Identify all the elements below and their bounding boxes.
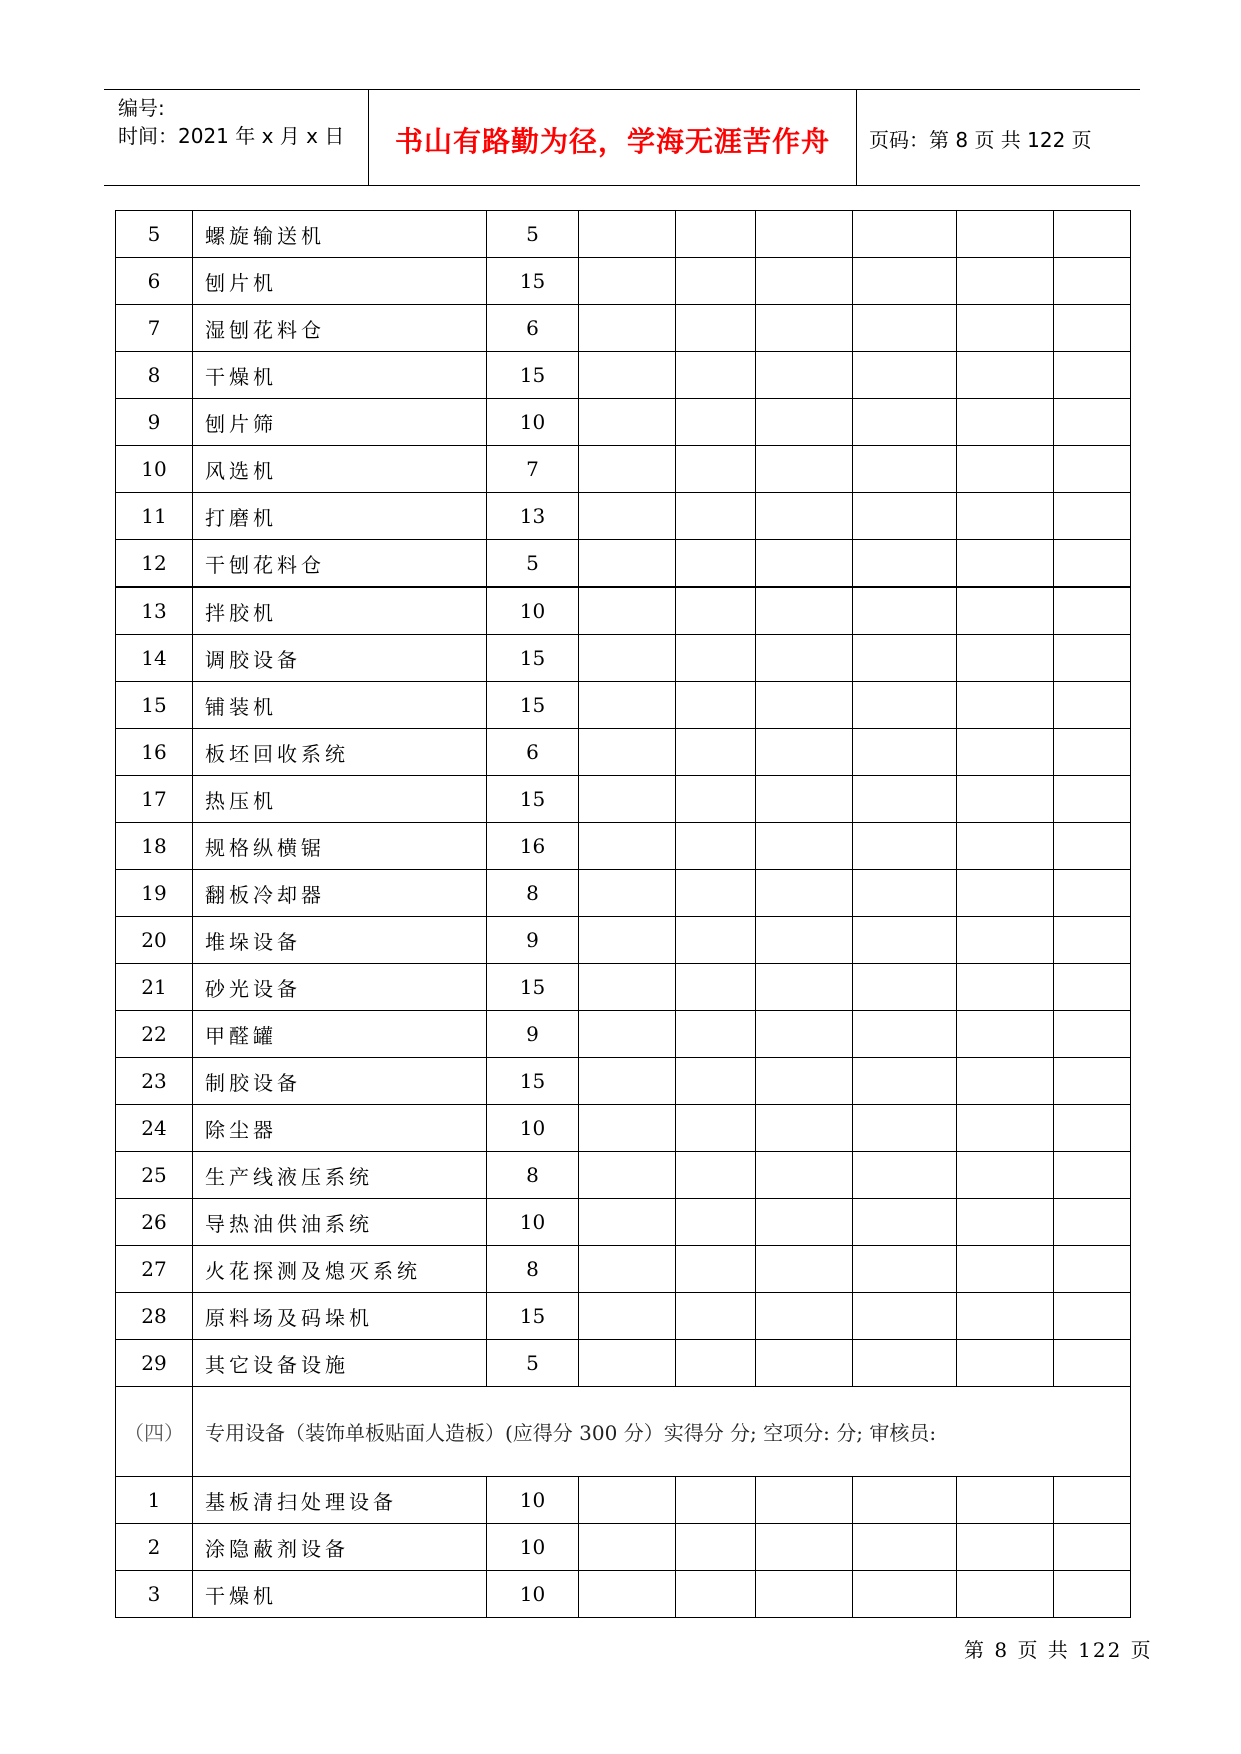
item-score-cell: 6 — [487, 305, 579, 352]
empty-score-cell — [579, 823, 676, 870]
empty-score-cell — [853, 540, 957, 588]
empty-score-cell — [676, 870, 756, 917]
empty-score-cell — [1054, 352, 1131, 399]
empty-score-cell — [853, 729, 957, 776]
item-name-cell: 螺旋输送机 — [193, 211, 487, 258]
item-score-cell: 15 — [487, 352, 579, 399]
item-number-cell: 23 — [116, 1058, 193, 1105]
empty-score-cell — [853, 1477, 957, 1524]
table-row — [116, 352, 1131, 399]
table-row — [116, 776, 1131, 823]
item-number-cell: 20 — [116, 917, 193, 964]
empty-score-cell — [579, 1293, 676, 1340]
item-name-cell: 调胶设备 — [193, 635, 487, 682]
empty-score-cell — [957, 1058, 1054, 1105]
empty-score-cell — [853, 917, 957, 964]
empty-score-cell — [676, 446, 756, 493]
empty-score-cell — [1054, 917, 1131, 964]
empty-score-cell — [853, 870, 957, 917]
empty-score-cell — [579, 1199, 676, 1246]
page-footer: 第 8 页 共 122 页 — [964, 1638, 1153, 1662]
empty-score-cell — [957, 776, 1054, 823]
item-name-cell: 导热油供油系统 — [193, 1199, 487, 1246]
table-row — [116, 1199, 1131, 1246]
item-score-cell: 15 — [487, 776, 579, 823]
empty-score-cell — [853, 1011, 957, 1058]
empty-score-cell — [957, 729, 1054, 776]
empty-score-cell — [676, 399, 756, 446]
empty-score-cell — [676, 917, 756, 964]
empty-score-cell — [676, 1011, 756, 1058]
empty-score-cell — [1054, 540, 1131, 588]
empty-score-cell — [1054, 964, 1131, 1011]
empty-score-cell — [1054, 1199, 1131, 1246]
empty-score-cell — [853, 635, 957, 682]
item-number-cell: 15 — [116, 682, 193, 729]
item-name-cell: 干燥机 — [193, 1571, 487, 1618]
empty-score-cell — [957, 211, 1054, 258]
item-score-cell: 8 — [487, 1152, 579, 1199]
item-number-cell: 21 — [116, 964, 193, 1011]
empty-score-cell — [676, 729, 756, 776]
item-number-cell: 10 — [116, 446, 193, 493]
empty-score-cell — [756, 587, 853, 635]
empty-score-cell — [957, 1340, 1054, 1387]
empty-score-cell — [853, 258, 957, 305]
empty-score-cell — [579, 1571, 676, 1618]
item-score-cell: 10 — [487, 1571, 579, 1618]
empty-score-cell — [957, 1246, 1054, 1293]
empty-score-cell — [1054, 1340, 1131, 1387]
table-row — [116, 1152, 1131, 1199]
empty-score-cell — [676, 493, 756, 540]
empty-score-cell — [957, 1524, 1054, 1571]
empty-score-cell — [579, 1152, 676, 1199]
empty-score-cell — [853, 446, 957, 493]
empty-score-cell — [957, 917, 1054, 964]
item-name-cell: 规格纵横锯 — [193, 823, 487, 870]
empty-score-cell — [957, 305, 1054, 352]
table-row — [116, 823, 1131, 870]
empty-score-cell — [957, 823, 1054, 870]
empty-score-cell — [756, 1340, 853, 1387]
empty-score-cell — [853, 211, 957, 258]
empty-score-cell — [853, 1571, 957, 1618]
empty-score-cell — [756, 1246, 853, 1293]
empty-score-cell — [579, 1246, 676, 1293]
item-score-cell: 15 — [487, 635, 579, 682]
empty-score-cell — [853, 964, 957, 1011]
item-number-cell: 5 — [116, 211, 193, 258]
item-number-cell: 27 — [116, 1246, 193, 1293]
empty-score-cell — [756, 211, 853, 258]
empty-score-cell — [957, 587, 1054, 635]
empty-score-cell — [579, 587, 676, 635]
empty-score-cell — [756, 1152, 853, 1199]
empty-score-cell — [756, 1105, 853, 1152]
empty-score-cell — [756, 1571, 853, 1618]
item-score-cell: 5 — [487, 211, 579, 258]
item-number-cell: 26 — [116, 1199, 193, 1246]
item-name-cell: 堆垛设备 — [193, 917, 487, 964]
empty-score-cell — [676, 258, 756, 305]
table-row — [116, 1340, 1131, 1387]
empty-score-cell — [756, 493, 853, 540]
table-row — [116, 1293, 1131, 1340]
empty-score-cell — [676, 1524, 756, 1571]
header-page-info: 页码：第 8 页 共 122 页 — [869, 128, 1092, 152]
item-number-cell: 24 — [116, 1105, 193, 1152]
empty-score-cell — [756, 682, 853, 729]
empty-score-cell — [957, 1199, 1054, 1246]
empty-score-cell — [579, 776, 676, 823]
empty-score-cell — [1054, 258, 1131, 305]
empty-score-cell — [579, 1105, 676, 1152]
table-row — [116, 682, 1131, 729]
item-number-cell: 14 — [116, 635, 193, 682]
document-number-label: 编号: — [118, 96, 165, 120]
section-title: 专用设备（装饰单板贴面人造板）(应得分 300 分）实得分 分; 空项分: 分; 审核员: — [193, 1387, 1131, 1477]
empty-score-cell — [579, 917, 676, 964]
item-number-cell: 8 — [116, 352, 193, 399]
item-score-cell: 10 — [487, 399, 579, 446]
header-left-cell — [104, 90, 369, 185]
item-name-cell: 生产线液压系统 — [193, 1152, 487, 1199]
empty-score-cell — [957, 1293, 1054, 1340]
item-number-cell: 13 — [116, 587, 193, 635]
table-row — [116, 635, 1131, 682]
empty-score-cell — [957, 682, 1054, 729]
item-score-cell: 13 — [487, 493, 579, 540]
page-header — [104, 89, 1140, 186]
empty-score-cell — [1054, 682, 1131, 729]
item-score-cell: 10 — [487, 1199, 579, 1246]
empty-score-cell — [853, 1340, 957, 1387]
table-body — [116, 211, 1131, 1618]
empty-score-cell — [957, 258, 1054, 305]
item-score-cell: 8 — [487, 870, 579, 917]
empty-score-cell — [676, 635, 756, 682]
header-slogan: 书山有路勤为径，学海无涯苦作舟 — [394, 125, 830, 158]
table-row — [116, 917, 1131, 964]
empty-score-cell — [756, 1199, 853, 1246]
empty-score-cell — [756, 446, 853, 493]
table-row — [116, 1246, 1131, 1293]
empty-score-cell — [957, 1105, 1054, 1152]
item-name-cell: 干刨花料仓 — [193, 540, 487, 588]
item-score-cell: 10 — [487, 1105, 579, 1152]
empty-score-cell — [676, 1152, 756, 1199]
item-number-cell: 7 — [116, 305, 193, 352]
empty-score-cell — [676, 1199, 756, 1246]
item-name-cell: 甲醛罐 — [193, 1011, 487, 1058]
table-row — [116, 1011, 1131, 1058]
empty-score-cell — [579, 729, 676, 776]
empty-score-cell — [579, 446, 676, 493]
empty-score-cell — [853, 682, 957, 729]
section-header-row — [116, 1387, 1131, 1477]
empty-score-cell — [1054, 1524, 1131, 1571]
table-row — [116, 964, 1131, 1011]
empty-score-cell — [579, 870, 676, 917]
empty-score-cell — [676, 682, 756, 729]
empty-score-cell — [579, 352, 676, 399]
empty-score-cell — [957, 1571, 1054, 1618]
equipment-score-table — [115, 210, 1131, 1618]
empty-score-cell — [1054, 729, 1131, 776]
empty-score-cell — [579, 682, 676, 729]
table-row — [116, 870, 1131, 917]
table-row — [116, 399, 1131, 446]
empty-score-cell — [853, 305, 957, 352]
empty-score-cell — [756, 635, 853, 682]
item-name-cell: 湿刨花料仓 — [193, 305, 487, 352]
empty-score-cell — [1054, 1011, 1131, 1058]
empty-score-cell — [853, 776, 957, 823]
empty-score-cell — [579, 399, 676, 446]
table-row — [116, 493, 1131, 540]
empty-score-cell — [676, 352, 756, 399]
item-number-cell: 1 — [116, 1477, 193, 1524]
item-number-cell: 3 — [116, 1571, 193, 1618]
item-score-cell: 10 — [487, 1477, 579, 1524]
empty-score-cell — [579, 635, 676, 682]
empty-score-cell — [1054, 1571, 1131, 1618]
empty-score-cell — [579, 1477, 676, 1524]
document-date: 时间：2021 年 x 月 x 日 — [118, 124, 345, 148]
item-score-cell: 15 — [487, 1293, 579, 1340]
item-score-cell: 9 — [487, 1011, 579, 1058]
empty-score-cell — [957, 352, 1054, 399]
item-name-cell: 铺装机 — [193, 682, 487, 729]
item-score-cell: 10 — [487, 587, 579, 635]
empty-score-cell — [579, 305, 676, 352]
empty-score-cell — [756, 1477, 853, 1524]
empty-score-cell — [1054, 1058, 1131, 1105]
empty-score-cell — [1054, 446, 1131, 493]
empty-score-cell — [579, 1524, 676, 1571]
empty-score-cell — [579, 964, 676, 1011]
empty-score-cell — [756, 1058, 853, 1105]
empty-score-cell — [1054, 1477, 1131, 1524]
empty-score-cell — [756, 917, 853, 964]
item-number-cell: 18 — [116, 823, 193, 870]
empty-score-cell — [756, 352, 853, 399]
item-number-cell: 6 — [116, 258, 193, 305]
empty-score-cell — [1054, 1246, 1131, 1293]
empty-score-cell — [957, 635, 1054, 682]
table-row — [116, 1571, 1131, 1618]
empty-score-cell — [957, 540, 1054, 588]
empty-score-cell — [1054, 635, 1131, 682]
empty-score-cell — [853, 823, 957, 870]
empty-score-cell — [579, 493, 676, 540]
table-row — [116, 540, 1131, 588]
item-number-cell: 9 — [116, 399, 193, 446]
item-name-cell: 制胶设备 — [193, 1058, 487, 1105]
item-number-cell: 16 — [116, 729, 193, 776]
table-row — [116, 211, 1131, 258]
empty-score-cell — [676, 305, 756, 352]
empty-score-cell — [756, 964, 853, 1011]
empty-score-cell — [676, 1477, 756, 1524]
item-name-cell: 其它设备设施 — [193, 1340, 487, 1387]
empty-score-cell — [756, 729, 853, 776]
empty-score-cell — [853, 1058, 957, 1105]
empty-score-cell — [853, 1152, 957, 1199]
empty-score-cell — [957, 446, 1054, 493]
empty-score-cell — [756, 258, 853, 305]
empty-score-cell — [676, 1058, 756, 1105]
empty-score-cell — [756, 399, 853, 446]
item-number-cell: 19 — [116, 870, 193, 917]
item-name-cell: 打磨机 — [193, 493, 487, 540]
empty-score-cell — [853, 352, 957, 399]
empty-score-cell — [579, 1340, 676, 1387]
table-row — [116, 587, 1131, 635]
empty-score-cell — [676, 1246, 756, 1293]
item-name-cell: 砂光设备 — [193, 964, 487, 1011]
empty-score-cell — [579, 1011, 676, 1058]
item-score-cell: 5 — [487, 1340, 579, 1387]
item-name-cell: 原料场及码垛机 — [193, 1293, 487, 1340]
table-row — [116, 258, 1131, 305]
empty-score-cell — [957, 870, 1054, 917]
empty-score-cell — [957, 493, 1054, 540]
empty-score-cell — [853, 1293, 957, 1340]
item-name-cell: 除尘器 — [193, 1105, 487, 1152]
item-name-cell: 拌胶机 — [193, 587, 487, 635]
empty-score-cell — [756, 870, 853, 917]
item-score-cell: 7 — [487, 446, 579, 493]
table-row — [116, 1058, 1131, 1105]
item-name-cell: 刨片筛 — [193, 399, 487, 446]
item-score-cell: 15 — [487, 1058, 579, 1105]
item-score-cell: 15 — [487, 682, 579, 729]
header-middle-cell — [369, 90, 857, 185]
empty-score-cell — [676, 776, 756, 823]
item-number-cell: 2 — [116, 1524, 193, 1571]
item-name-cell: 基板清扫处理设备 — [193, 1477, 487, 1524]
section-number: （四） — [116, 1387, 193, 1477]
empty-score-cell — [676, 540, 756, 588]
item-number-cell: 17 — [116, 776, 193, 823]
empty-score-cell — [1054, 211, 1131, 258]
item-name-cell: 涂隐蔽剂设备 — [193, 1524, 487, 1571]
empty-score-cell — [756, 1011, 853, 1058]
empty-score-cell — [676, 964, 756, 1011]
empty-score-cell — [957, 1011, 1054, 1058]
item-name-cell: 干燥机 — [193, 352, 487, 399]
item-name-cell: 热压机 — [193, 776, 487, 823]
item-number-cell: 29 — [116, 1340, 193, 1387]
item-number-cell: 11 — [116, 493, 193, 540]
empty-score-cell — [853, 1246, 957, 1293]
item-name-cell: 翻板冷却器 — [193, 870, 487, 917]
empty-score-cell — [1054, 305, 1131, 352]
empty-score-cell — [1054, 587, 1131, 635]
empty-score-cell — [853, 587, 957, 635]
empty-score-cell — [676, 1293, 756, 1340]
empty-score-cell — [1054, 399, 1131, 446]
empty-score-cell — [676, 1340, 756, 1387]
item-name-cell: 风选机 — [193, 446, 487, 493]
empty-score-cell — [1054, 776, 1131, 823]
item-score-cell: 16 — [487, 823, 579, 870]
item-number-cell: 28 — [116, 1293, 193, 1340]
empty-score-cell — [579, 540, 676, 588]
table-row — [116, 305, 1131, 352]
item-number-cell: 12 — [116, 540, 193, 588]
table-row — [116, 1105, 1131, 1152]
item-name-cell: 火花探测及熄灭系统 — [193, 1246, 487, 1293]
empty-score-cell — [1054, 493, 1131, 540]
empty-score-cell — [579, 1058, 676, 1105]
empty-score-cell — [1054, 1105, 1131, 1152]
empty-score-cell — [579, 211, 676, 258]
empty-score-cell — [853, 399, 957, 446]
item-score-cell: 6 — [487, 729, 579, 776]
item-score-cell: 5 — [487, 540, 579, 588]
item-name-cell: 刨片机 — [193, 258, 487, 305]
item-score-cell: 15 — [487, 964, 579, 1011]
item-score-cell: 9 — [487, 917, 579, 964]
empty-score-cell — [756, 823, 853, 870]
empty-score-cell — [853, 1105, 957, 1152]
empty-score-cell — [853, 493, 957, 540]
table-row — [116, 729, 1131, 776]
empty-score-cell — [957, 399, 1054, 446]
empty-score-cell — [1054, 823, 1131, 870]
empty-score-cell — [676, 211, 756, 258]
header-right-cell — [857, 90, 1140, 185]
empty-score-cell — [1054, 1152, 1131, 1199]
empty-score-cell — [676, 1105, 756, 1152]
empty-score-cell — [579, 258, 676, 305]
item-number-cell: 22 — [116, 1011, 193, 1058]
empty-score-cell — [957, 964, 1054, 1011]
item-number-cell: 25 — [116, 1152, 193, 1199]
empty-score-cell — [957, 1477, 1054, 1524]
item-score-cell: 15 — [487, 258, 579, 305]
empty-score-cell — [756, 776, 853, 823]
item-score-cell: 10 — [487, 1524, 579, 1571]
empty-score-cell — [756, 1293, 853, 1340]
empty-score-cell — [1054, 870, 1131, 917]
empty-score-cell — [756, 1524, 853, 1571]
table-row — [116, 1477, 1131, 1524]
empty-score-cell — [1054, 1293, 1131, 1340]
empty-score-cell — [756, 305, 853, 352]
empty-score-cell — [756, 540, 853, 588]
empty-score-cell — [676, 587, 756, 635]
empty-score-cell — [676, 1571, 756, 1618]
empty-score-cell — [853, 1199, 957, 1246]
empty-score-cell — [676, 823, 756, 870]
item-score-cell: 8 — [487, 1246, 579, 1293]
table-row — [116, 446, 1131, 493]
table-row — [116, 1524, 1131, 1571]
empty-score-cell — [957, 1152, 1054, 1199]
item-name-cell: 板坯回收系统 — [193, 729, 487, 776]
empty-score-cell — [853, 1524, 957, 1571]
